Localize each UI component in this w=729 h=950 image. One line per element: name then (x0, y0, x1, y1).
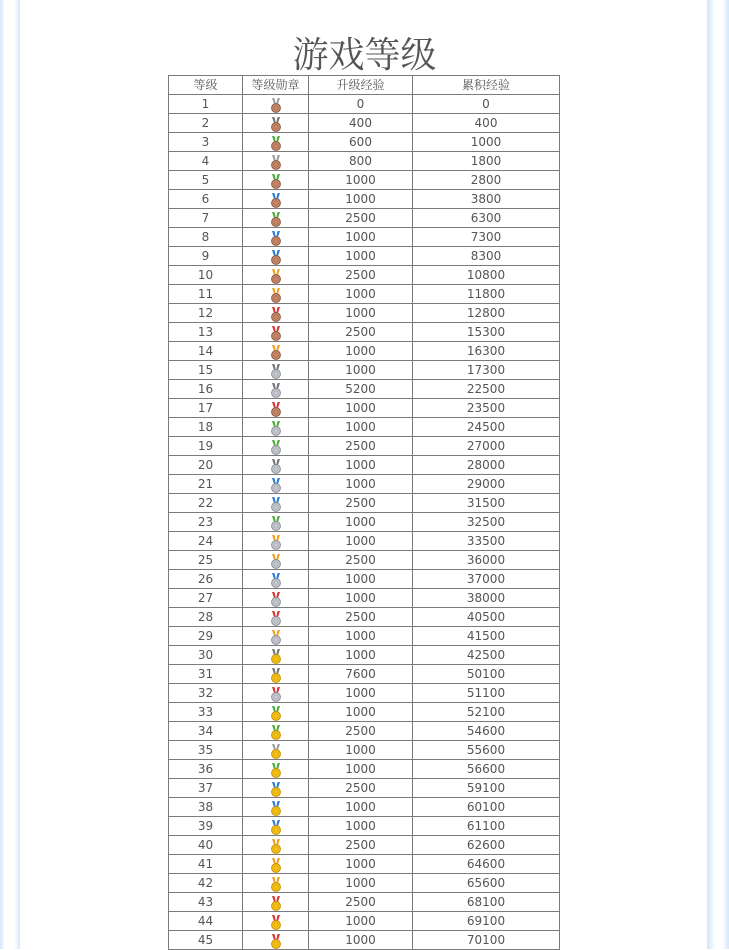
level-cell: 39 (169, 817, 243, 836)
medal-cell (243, 627, 309, 646)
table-row (169, 399, 560, 418)
total-exp-cell: 42500 (413, 646, 560, 665)
level-cell: 44 (169, 912, 243, 931)
upgrade-exp-cell: 600 (309, 133, 413, 152)
left-frame-border (0, 0, 20, 949)
table-row (169, 247, 560, 266)
level-cell: 21 (169, 475, 243, 494)
table-row (169, 437, 560, 456)
level-cell: 41 (169, 855, 243, 874)
upgrade-exp-cell: 1000 (309, 513, 413, 532)
upgrade-exp-cell: 1000 (309, 570, 413, 589)
medal-cell (243, 171, 309, 190)
table-row (169, 703, 560, 722)
table-row (169, 779, 560, 798)
medal-cell (243, 228, 309, 247)
upgrade-exp-cell: 7600 (309, 665, 413, 684)
total-exp-cell: 32500 (413, 513, 560, 532)
medal-icon (269, 516, 283, 531)
upgrade-exp-cell: 2500 (309, 266, 413, 285)
upgrade-exp-cell: 800 (309, 152, 413, 171)
total-exp-cell: 51100 (413, 684, 560, 703)
upgrade-exp-cell: 5200 (309, 380, 413, 399)
table-row (169, 171, 560, 190)
upgrade-exp-cell: 2500 (309, 893, 413, 912)
level-cell: 4 (169, 152, 243, 171)
medal-cell (243, 741, 309, 760)
medal-cell (243, 285, 309, 304)
level-cell: 40 (169, 836, 243, 855)
total-exp-cell: 69100 (413, 912, 560, 931)
upgrade-exp-cell: 1000 (309, 285, 413, 304)
medal-cell (243, 399, 309, 418)
medal-cell (243, 209, 309, 228)
medal-cell (243, 114, 309, 133)
upgrade-exp-cell: 1000 (309, 874, 413, 893)
upgrade-exp-cell: 1000 (309, 798, 413, 817)
level-cell: 17 (169, 399, 243, 418)
upgrade-exp-cell: 1000 (309, 760, 413, 779)
upgrade-exp-cell: 1000 (309, 304, 413, 323)
level-cell: 38 (169, 798, 243, 817)
upgrade-exp-cell: 1000 (309, 342, 413, 361)
total-exp-cell: 29000 (413, 475, 560, 494)
table-row (169, 114, 560, 133)
level-cell: 30 (169, 646, 243, 665)
medal-icon (269, 212, 283, 227)
upgrade-exp-cell: 1000 (309, 627, 413, 646)
medal-icon (269, 706, 283, 721)
medal-cell (243, 456, 309, 475)
total-exp-cell: 56600 (413, 760, 560, 779)
table-row (169, 931, 560, 950)
level-cell: 1 (169, 95, 243, 114)
table-row (169, 95, 560, 114)
medal-cell (243, 874, 309, 893)
level-cell: 24 (169, 532, 243, 551)
medal-icon (269, 573, 283, 588)
upgrade-exp-cell: 1000 (309, 646, 413, 665)
total-exp-cell: 59100 (413, 779, 560, 798)
medal-cell (243, 342, 309, 361)
upgrade-exp-cell: 2500 (309, 494, 413, 513)
total-exp-cell: 36000 (413, 551, 560, 570)
medal-icon (269, 459, 283, 474)
upgrade-exp-cell: 1000 (309, 855, 413, 874)
medal-icon (269, 535, 283, 550)
medal-cell (243, 855, 309, 874)
medal-cell (243, 513, 309, 532)
table-row (169, 684, 560, 703)
upgrade-exp-cell: 400 (309, 114, 413, 133)
medal-cell (243, 608, 309, 627)
medal-icon (269, 364, 283, 379)
upgrade-exp-cell: 2500 (309, 779, 413, 798)
level-cell: 29 (169, 627, 243, 646)
table-row (169, 190, 560, 209)
table-row (169, 551, 560, 570)
level-cell: 34 (169, 722, 243, 741)
upgrade-exp-cell: 2500 (309, 551, 413, 570)
table-row (169, 304, 560, 323)
total-exp-cell: 400 (413, 114, 560, 133)
header-total-exp: 累积经验 (413, 76, 560, 95)
level-cell: 10 (169, 266, 243, 285)
level-cell: 25 (169, 551, 243, 570)
total-exp-cell: 55600 (413, 741, 560, 760)
medal-icon (269, 801, 283, 816)
medal-icon (269, 98, 283, 113)
medal-cell (243, 437, 309, 456)
level-cell: 7 (169, 209, 243, 228)
table-row (169, 627, 560, 646)
medal-icon (269, 592, 283, 607)
medal-cell (243, 323, 309, 342)
level-cell: 19 (169, 437, 243, 456)
table-row (169, 228, 560, 247)
upgrade-exp-cell: 1000 (309, 475, 413, 494)
level-cell: 18 (169, 418, 243, 437)
medal-cell (243, 418, 309, 437)
level-cell: 27 (169, 589, 243, 608)
medal-cell (243, 798, 309, 817)
total-exp-cell: 52100 (413, 703, 560, 722)
medal-cell (243, 95, 309, 114)
upgrade-exp-cell: 2500 (309, 323, 413, 342)
medal-icon (269, 858, 283, 873)
upgrade-exp-cell: 1000 (309, 228, 413, 247)
medal-cell (243, 494, 309, 513)
table-row (169, 817, 560, 836)
table-row (169, 665, 560, 684)
table-row (169, 570, 560, 589)
medal-cell (243, 912, 309, 931)
medal-cell (243, 760, 309, 779)
level-cell: 42 (169, 874, 243, 893)
level-cell: 9 (169, 247, 243, 266)
header-upgrade-exp: 升级经验 (309, 76, 413, 95)
upgrade-exp-cell: 1000 (309, 589, 413, 608)
table-row (169, 722, 560, 741)
medal-icon (269, 345, 283, 360)
upgrade-exp-cell: 2500 (309, 608, 413, 627)
total-exp-cell: 28000 (413, 456, 560, 475)
level-cell: 26 (169, 570, 243, 589)
level-cell: 36 (169, 760, 243, 779)
medal-icon (269, 611, 283, 626)
medal-icon (269, 687, 283, 702)
medal-cell (243, 722, 309, 741)
medal-cell (243, 361, 309, 380)
medal-icon (269, 117, 283, 132)
total-exp-cell: 60100 (413, 798, 560, 817)
upgrade-exp-cell: 2500 (309, 209, 413, 228)
medal-cell (243, 133, 309, 152)
total-exp-cell: 40500 (413, 608, 560, 627)
upgrade-exp-cell: 1000 (309, 532, 413, 551)
level-cell: 8 (169, 228, 243, 247)
total-exp-cell: 68100 (413, 893, 560, 912)
medal-icon (269, 763, 283, 778)
table-row (169, 456, 560, 475)
medal-cell (243, 551, 309, 570)
header-medal: 等级勋章 (243, 76, 309, 95)
upgrade-exp-cell: 2500 (309, 437, 413, 456)
medal-icon (269, 839, 283, 854)
upgrade-exp-cell: 1000 (309, 361, 413, 380)
total-exp-cell: 2800 (413, 171, 560, 190)
medal-cell (243, 893, 309, 912)
medal-icon (269, 934, 283, 949)
total-exp-cell: 64600 (413, 855, 560, 874)
table-row (169, 209, 560, 228)
table-row (169, 532, 560, 551)
medal-icon (269, 725, 283, 740)
level-cell: 32 (169, 684, 243, 703)
medal-icon (269, 269, 283, 284)
medal-cell (243, 152, 309, 171)
table-row (169, 646, 560, 665)
upgrade-exp-cell: 1000 (309, 703, 413, 722)
total-exp-cell: 50100 (413, 665, 560, 684)
total-exp-cell: 31500 (413, 494, 560, 513)
upgrade-exp-cell: 1000 (309, 912, 413, 931)
upgrade-exp-cell: 2500 (309, 722, 413, 741)
medal-icon (269, 915, 283, 930)
total-exp-cell: 54600 (413, 722, 560, 741)
level-table (168, 75, 560, 950)
medal-icon (269, 402, 283, 417)
medal-icon (269, 174, 283, 189)
level-cell: 20 (169, 456, 243, 475)
upgrade-exp-cell: 2500 (309, 836, 413, 855)
table-row (169, 874, 560, 893)
total-exp-cell: 8300 (413, 247, 560, 266)
level-cell: 14 (169, 342, 243, 361)
medal-cell (243, 817, 309, 836)
total-exp-cell: 33500 (413, 532, 560, 551)
upgrade-exp-cell: 1000 (309, 247, 413, 266)
level-cell: 5 (169, 171, 243, 190)
table-row (169, 589, 560, 608)
medal-icon (269, 307, 283, 322)
total-exp-cell: 10800 (413, 266, 560, 285)
table-row (169, 855, 560, 874)
medal-cell (243, 266, 309, 285)
medal-cell (243, 836, 309, 855)
total-exp-cell: 6300 (413, 209, 560, 228)
level-cell: 6 (169, 190, 243, 209)
upgrade-exp-cell: 1000 (309, 931, 413, 950)
medal-cell (243, 532, 309, 551)
level-cell: 31 (169, 665, 243, 684)
page-title: 游戏等级 (292, 35, 437, 77)
medal-icon (269, 744, 283, 759)
medal-cell (243, 931, 309, 950)
right-frame-border (707, 0, 729, 949)
table-row (169, 133, 560, 152)
total-exp-cell: 11800 (413, 285, 560, 304)
medal-cell (243, 684, 309, 703)
medal-icon (269, 326, 283, 341)
total-exp-cell: 61100 (413, 817, 560, 836)
upgrade-exp-cell: 1000 (309, 817, 413, 836)
level-cell: 28 (169, 608, 243, 627)
table-row (169, 798, 560, 817)
level-cell: 22 (169, 494, 243, 513)
table-row (169, 741, 560, 760)
total-exp-cell: 27000 (413, 437, 560, 456)
medal-cell (243, 570, 309, 589)
table-row (169, 323, 560, 342)
table-row (169, 608, 560, 627)
level-cell: 13 (169, 323, 243, 342)
total-exp-cell: 38000 (413, 589, 560, 608)
level-cell: 43 (169, 893, 243, 912)
level-cell: 2 (169, 114, 243, 133)
total-exp-cell: 1000 (413, 133, 560, 152)
total-exp-cell: 17300 (413, 361, 560, 380)
table-row (169, 912, 560, 931)
total-exp-cell: 16300 (413, 342, 560, 361)
medal-cell (243, 665, 309, 684)
medal-cell (243, 190, 309, 209)
total-exp-cell: 1800 (413, 152, 560, 171)
table-row (169, 418, 560, 437)
level-cell: 33 (169, 703, 243, 722)
table-row (169, 342, 560, 361)
medal-icon (269, 193, 283, 208)
upgrade-exp-cell: 1000 (309, 456, 413, 475)
medal-icon (269, 421, 283, 436)
upgrade-exp-cell: 0 (309, 95, 413, 114)
level-cell: 12 (169, 304, 243, 323)
medal-cell (243, 779, 309, 798)
total-exp-cell: 70100 (413, 931, 560, 950)
total-exp-cell: 0 (413, 95, 560, 114)
medal-icon (269, 896, 283, 911)
medal-icon (269, 383, 283, 398)
medal-icon (269, 478, 283, 493)
total-exp-cell: 3800 (413, 190, 560, 209)
medal-icon (269, 782, 283, 797)
medal-cell (243, 703, 309, 722)
total-exp-cell: 65600 (413, 874, 560, 893)
total-exp-cell: 12800 (413, 304, 560, 323)
medal-icon (269, 877, 283, 892)
medal-icon (269, 231, 283, 246)
table-row (169, 361, 560, 380)
medal-icon (269, 649, 283, 664)
upgrade-exp-cell: 1000 (309, 190, 413, 209)
medal-icon (269, 155, 283, 170)
medal-icon (269, 288, 283, 303)
medal-cell (243, 475, 309, 494)
upgrade-exp-cell: 1000 (309, 171, 413, 190)
header-level: 等级 (169, 76, 243, 95)
medal-cell (243, 247, 309, 266)
upgrade-exp-cell: 1000 (309, 684, 413, 703)
table-row (169, 152, 560, 171)
level-cell: 11 (169, 285, 243, 304)
level-cell: 35 (169, 741, 243, 760)
medal-icon (269, 630, 283, 645)
medal-icon (269, 820, 283, 835)
table-row (169, 494, 560, 513)
level-cell: 45 (169, 931, 243, 950)
total-exp-cell: 7300 (413, 228, 560, 247)
medal-icon (269, 250, 283, 265)
medal-icon (269, 554, 283, 569)
table-row (169, 285, 560, 304)
upgrade-exp-cell: 1000 (309, 399, 413, 418)
total-exp-cell: 15300 (413, 323, 560, 342)
medal-icon (269, 668, 283, 683)
level-cell: 16 (169, 380, 243, 399)
level-cell: 15 (169, 361, 243, 380)
table-row (169, 513, 560, 532)
level-cell: 3 (169, 133, 243, 152)
total-exp-cell: 62600 (413, 836, 560, 855)
total-exp-cell: 23500 (413, 399, 560, 418)
medal-cell (243, 304, 309, 323)
medal-cell (243, 646, 309, 665)
upgrade-exp-cell: 1000 (309, 741, 413, 760)
medal-icon (269, 136, 283, 151)
table-row (169, 475, 560, 494)
table-row (169, 380, 560, 399)
total-exp-cell: 24500 (413, 418, 560, 437)
table-row (169, 893, 560, 912)
total-exp-cell: 22500 (413, 380, 560, 399)
table-row (169, 836, 560, 855)
table-row (169, 266, 560, 285)
table-row (169, 760, 560, 779)
level-cell: 37 (169, 779, 243, 798)
total-exp-cell: 37000 (413, 570, 560, 589)
medal-cell (243, 380, 309, 399)
medal-icon (269, 497, 283, 512)
medal-cell (243, 589, 309, 608)
table-header-row (169, 76, 560, 95)
level-cell: 23 (169, 513, 243, 532)
upgrade-exp-cell: 1000 (309, 418, 413, 437)
medal-icon (269, 440, 283, 455)
total-exp-cell: 41500 (413, 627, 560, 646)
